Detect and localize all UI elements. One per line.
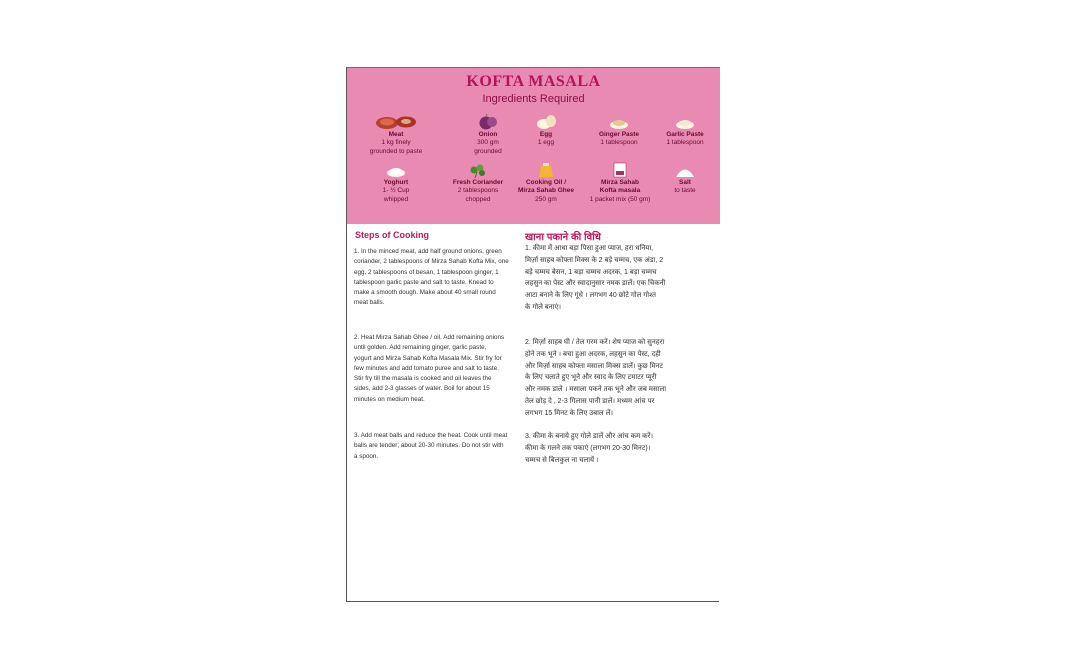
- recipe-card: [346, 67, 719, 602]
- steps-heading-english: Steps of Cooking: [355, 230, 429, 240]
- ingredient-yoghurt: [361, 162, 431, 204]
- ingredient-qty: 1 kg finely: [381, 139, 411, 147]
- ingredient-fresh-coriander: [445, 162, 511, 204]
- step-line: होने तक भूने । बचा हुआ अदरक, लहसुन का पेस्ट, दही: [525, 350, 661, 358]
- meat-icon: [373, 114, 419, 130]
- step-line: 2. Heat Mirza Sahab Ghee / oil. Add remaining onions: [354, 334, 505, 341]
- ingredient-note: grounded to paste: [369, 147, 423, 155]
- yoghurt-icon: [384, 162, 408, 178]
- step-line: कीमा के गलने तक पकाएं (लगभग 20-30 मिनट)।: [525, 444, 651, 452]
- ingredient-name-line2: Kofta masala: [599, 187, 641, 195]
- step-line: के गोले बनाएं।: [525, 303, 561, 311]
- step-line: a spoon.: [354, 452, 379, 460]
- garlic-paste-icon: [673, 114, 697, 130]
- step-line: 2. मिर्ज़ा साहब घी / तेल गरम करें। शेष प्याज को सुनहरा: [525, 339, 665, 346]
- step-3-english: [354, 431, 522, 462]
- step-line: लगभग 15 मिनट के लिए उबाल लें।: [525, 409, 614, 417]
- step-line: और मिर्ज़ा साहब कोफ्ता मसाला मिक्स डालें। कुछ मिनट: [525, 362, 664, 370]
- step-line: tablespoon garlic paste and salt to taste. Knead to: [354, 278, 494, 286]
- ingredient-note: grounded: [474, 147, 502, 155]
- step-1-hindi: [525, 243, 715, 314]
- step-line: 1. In the minced meat, add half ground onions, green: [354, 248, 502, 255]
- ingredient-name: Cooking Oil /: [525, 179, 567, 186]
- ingredient-onion: [455, 114, 521, 156]
- step-line: तेल छोड़ दे , 2-3 गिलास पानी डालें। मध्यम आंच पर: [525, 397, 655, 405]
- ingredient-name: Onion: [478, 131, 498, 138]
- masala-packet-icon: [608, 162, 632, 178]
- step-line: meat balls.: [354, 299, 385, 307]
- ingredients-heading: Ingredients Required: [482, 93, 585, 105]
- ingredient-name: Salt: [679, 179, 691, 186]
- ingredients-panel: [347, 67, 720, 224]
- step-1-english: [354, 247, 522, 309]
- step-line: 3. कीमा के बनाये हुए गोले डालें और आंच कम करें।: [525, 433, 654, 440]
- ingredient-qty: 300 gm: [477, 139, 499, 147]
- ingredient-qty: 1- ½ Cup: [382, 187, 410, 195]
- step-line: yogurt and Mirza Sahab Kofta Masala Mix. Stir fry for: [354, 354, 502, 362]
- ingredient-qty: to taste: [674, 187, 696, 195]
- ingredient-qty: 1 tablespoon: [600, 139, 638, 147]
- ingredient-ginger-paste: [587, 114, 651, 148]
- ingredient-note: chopped: [465, 195, 491, 203]
- cooking-oil-icon: [534, 162, 558, 178]
- step-line: balls are tender; about 20-30 minutes. Do not stir with: [354, 442, 504, 450]
- step-line: चम्मच से बिलकुल ना चलायें ।: [525, 456, 599, 464]
- ingredient-name: Garlic Paste: [666, 131, 704, 138]
- ingredient-note: whipped: [383, 195, 409, 203]
- step-3-hindi: [525, 431, 715, 466]
- egg-icon: [534, 114, 558, 130]
- step-2-english: [354, 333, 522, 405]
- step-line: के लिए चलाते हुए भूने और स्वाद के लिए टमाटर प्यूरी: [525, 374, 657, 382]
- coriander-icon: [466, 162, 490, 178]
- ingredient-kofta-masala: [583, 162, 657, 204]
- recipe-title: KOFTA MASALA: [466, 73, 601, 90]
- step-line: लहसुन का पेस्ट और स्वादानुसार नमक डालें। एक चिकनी: [525, 280, 666, 288]
- ingredient-meat: [361, 114, 431, 156]
- ingredient-qty: 250 gm: [535, 195, 557, 203]
- ingredient-qty: 1 tablespoon: [666, 139, 704, 147]
- ingredient-salt: [659, 162, 711, 196]
- ginger-paste-icon: [607, 114, 631, 130]
- ingredient-name: Ginger Paste: [598, 131, 640, 138]
- ingredient-garlic-paste: [653, 114, 717, 148]
- step-line: until golden. Add remaining ginger, garlic paste,: [354, 344, 487, 352]
- step-line: minutes on medium heat.: [354, 395, 425, 403]
- ingredient-name: Mirza Sahab: [601, 179, 639, 186]
- step-line: sides, add 2-3 glasses of water. Boil for about 15: [354, 385, 490, 393]
- ingredient-cooking-oil: [511, 162, 581, 204]
- ingredient-name-line2: Mirza Sahab Ghee: [518, 187, 574, 195]
- ingredient-name: Yoghurt: [383, 179, 409, 186]
- step-line: make a smooth dough. Make about 40 small round: [354, 289, 496, 297]
- ingredient-qty: 2 tablespoons: [457, 187, 499, 195]
- onion-icon: [476, 114, 500, 130]
- step-line: बड़े चम्मच बेसन, 1 बड़ा चम्मच अदरक, 1 बड़ा चम्मच: [525, 268, 657, 276]
- ingredient-egg: [521, 114, 571, 148]
- step-2-hindi: [525, 337, 715, 420]
- step-line: 3. Add meat balls and reduce the heat. Cook until meat: [354, 432, 508, 439]
- step-line: egg, 2 tablespoons of besan, 1 tablespoon ginger, 1: [354, 268, 499, 276]
- ingredient-name: Meat: [388, 131, 404, 138]
- step-line: 1. कीमा में आधा बड़ा पिसा हुआ प्याज, हरा धनिया,: [525, 245, 654, 252]
- step-line: coriander, 2 tablespoons of Mirza Sahab Kofta Mix, one: [354, 258, 509, 266]
- ingredient-qty: 1 packet mix (50 gm): [589, 195, 651, 203]
- step-line: आटा बनाने के लिए गूंधे । लगभग 40 छोटे गोल गोश्त: [525, 292, 657, 300]
- salt-icon: [673, 162, 697, 178]
- step-line: मिर्ज़ा साहब कोफ्ता मिक्स के 2 बड़े चम्मच, एक अंडा, 2: [525, 256, 664, 264]
- step-line: Stir fry till the masala is cooked and oil leaves the: [354, 375, 492, 383]
- ingredient-qty: 1 egg: [537, 139, 555, 147]
- ingredient-name: Egg: [539, 131, 553, 138]
- step-line: और नमक डाले । मसाला पकने तक भूने और जब मसाला: [525, 386, 667, 394]
- step-line: few minutes and add tomato puree and salt to taste.: [354, 364, 499, 372]
- ingredient-name: Fresh Coriander: [452, 179, 504, 186]
- steps-heading-hindi: खाना पकाने की विधि: [525, 232, 601, 243]
